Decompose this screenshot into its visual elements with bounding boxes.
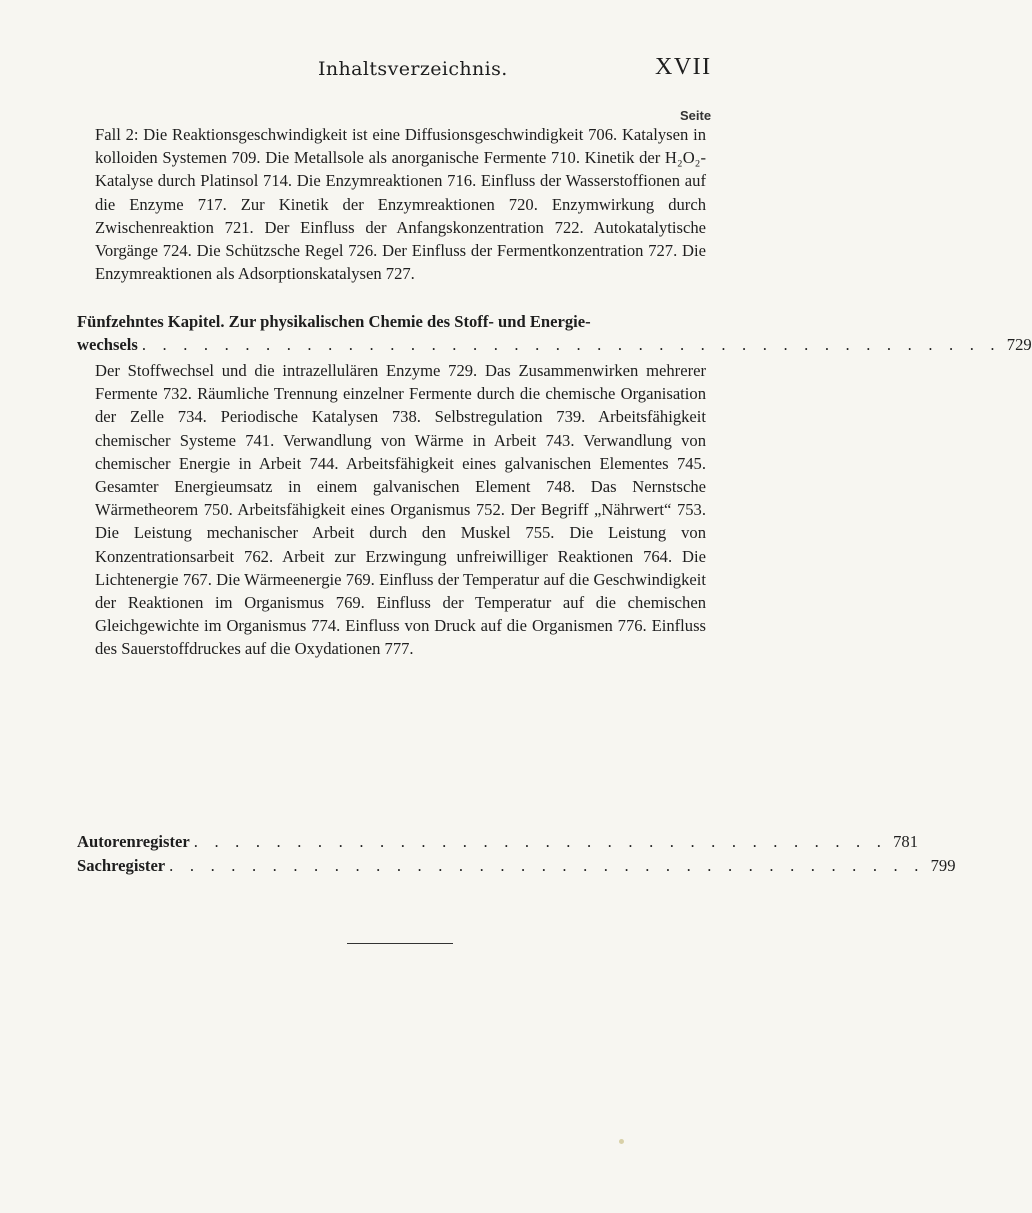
leader-dots: . . . . . . . . . . . . . . . . . . . . . . . . . . . . . . . . . . . . . . . . . .	[141, 335, 1001, 355]
toc-paragraph-chapter-14-continued	[95, 123, 706, 285]
toc-paragraph-text: Der Stoffwechsel und die intrazellulären Enzyme 729. Das Zusammenwirken mehrerer Fermente 732. Räumliche Trennung einzelner Fermente durch die chemische Organisation der Zelle 734. Periodische Katalysen 738. Selbstregulation 739. Arbeitsfähigkeit chemischer Systeme 741. Verwandlung von Wärme in Arbeit 743. Verwandlung von chemischer Energie in Arbeit 744. Arbeitsfähigkeit eines galvanischen Elementes 745. Gesamter Energieumsatz in einem galvanischen Element 748. Das Nernstsche Wärmetheorem 750. Arbeitsfähigkeit eines Organismus 752. Der Begriff „Nährwert“ 753. Die Leistung mechanischer Arbeit durch den Muskel 755. Die Leistung von Konzentrationsarbeit 762. Arbeit zur Erzwingung unfreiwilliger Reaktionen 764. Die Lichtenergie 767. Die Wärmeenergie 769. Einfluss der Temperatur auf die Geschwindigkeit der Reaktionen im Organismus 769. Einfluss der Temperatur auf die chemischen Gleichgewichte im Organismus 774. Einfluss von Druck auf die Organismen 776. Einfluss des Sauerstoffdruckes auf die Oxydationen 777.	[95, 361, 706, 659]
toc-chapter-heading[interactable]	[77, 310, 1032, 356]
toc-paragraph-chapter-15	[95, 359, 706, 661]
toc-entry-label: Autorenregister	[77, 832, 190, 851]
chapter-title-line-2: wechsels	[77, 335, 138, 355]
toc-paragraph-text: Fall 2: Die Reaktionsgeschwindigkeit ist eine Diffusionsgeschwindigkeit 706. Katalysen in kolloiden Systemen 709. Die Metallsole als anorganische Fermente 710. Kinetik der H₂O₂-Katalyse durch Platinsol 714. Die Enzymreaktionen 716. Einfluss der Wasserstoffionen auf die Enzyme 717. Zur Kinetik der Enzymreaktionen 720. Enzymwirkung durch Zwischenreaktion 721. Der Einfluss der Anfangskonzentration 722. Autokatalytische Vorgänge 724. Die Schützsche Regel 726. Der Einfluss der Fermentkonzentration 727. Die Enzymreaktionen als Adsorptionskatalysen 727.	[95, 125, 706, 284]
page-number: XVII	[655, 54, 712, 80]
toc-entry-label: Sachregister	[77, 856, 166, 875]
leader-dots: . . . . . . . . . . . . . . . . . . . . . . . . . . . . . . . . . . . . .	[169, 856, 925, 875]
chapter-page-ref: 729	[1006, 335, 1032, 355]
paper-speck	[619, 1139, 624, 1144]
leader-dots: . . . . . . . . . . . . . . . . . . . . . . . . . . . . . . . . . .	[193, 832, 888, 851]
toc-entry-autorenregister[interactable]	[77, 830, 918, 853]
section-end-rule	[347, 943, 453, 944]
running-title: Inhaltsverzeichnis.	[318, 58, 508, 80]
page-column-label: Seite	[680, 108, 712, 123]
running-head	[0, 54, 800, 88]
toc-entry-page-ref: 799	[930, 856, 956, 875]
chapter-title-line-1: Fünfzehntes Kapitel. Zur physikalischen Chemie des Stoff- und Energie-	[77, 312, 591, 331]
toc-entry-sachregister[interactable]	[77, 854, 956, 877]
toc-entry-page-ref: 781	[893, 832, 918, 851]
